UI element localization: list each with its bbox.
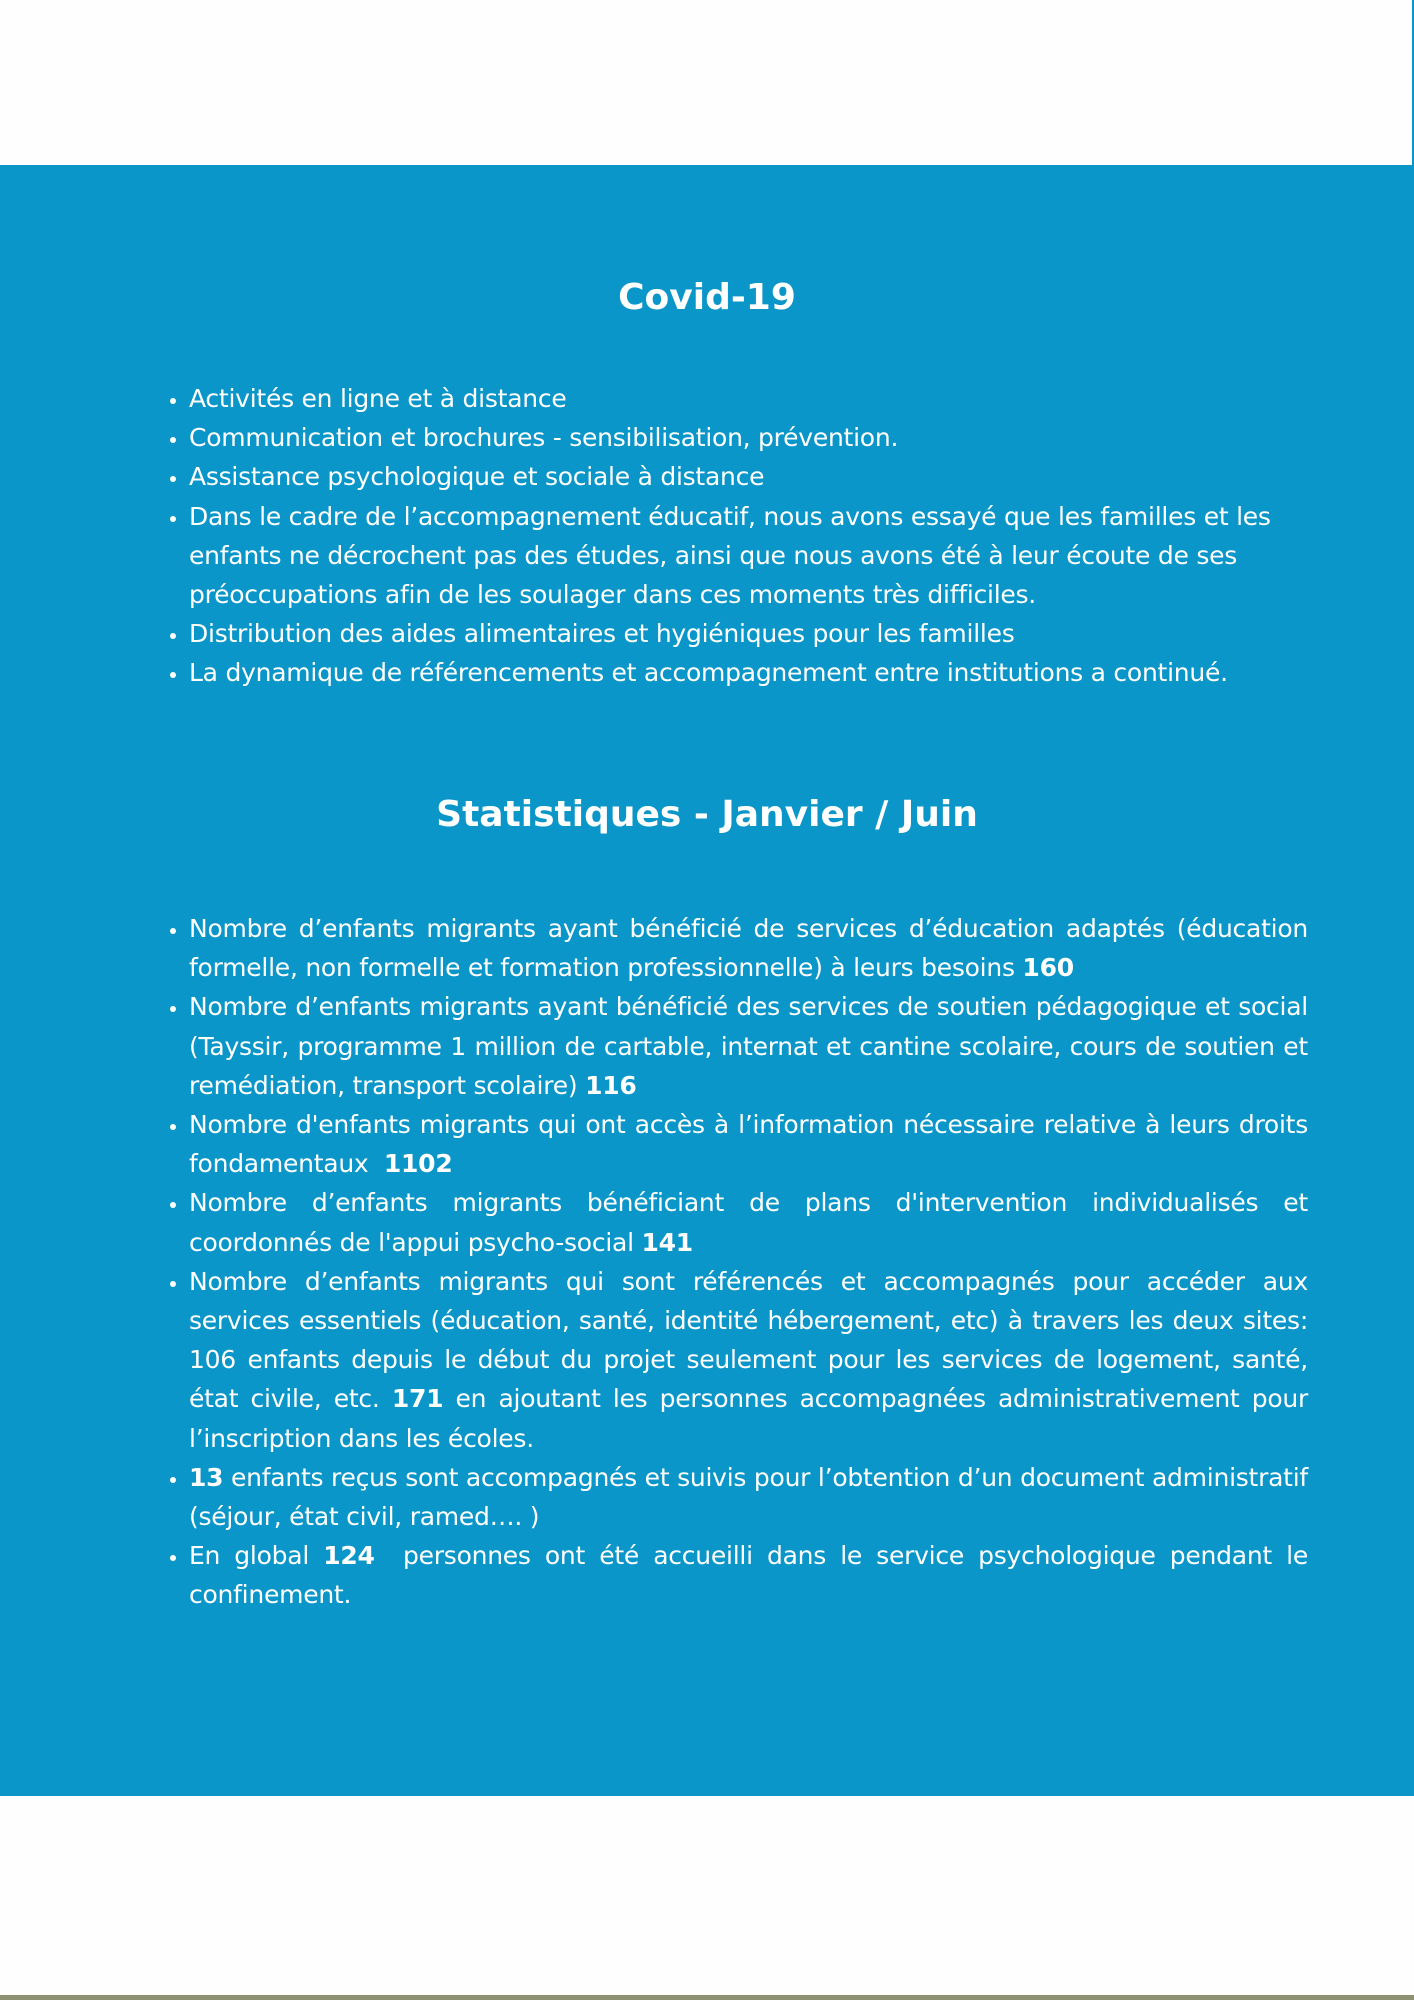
content-panel <box>0 165 1414 1796</box>
stats-title: Statistiques - Janvier / Juin <box>436 794 978 835</box>
stat-text: Nombre d’enfants migrants ayant bénéficié des services de soutien pédagogique et social (Tayssir, programme 1 million de cartable, internat et cantine scolaire, cours de soutien et remédiation, transport scolaire) <box>189 992 1308 1100</box>
stat-text: En global <box>189 1541 310 1571</box>
stat-text: Nombre d’enfants migrants bénéficiant de plans d'intervention individualisés et coordonnés de l'appui psycho-social <box>189 1188 1308 1257</box>
stat-item <box>189 987 1308 1105</box>
stat-text: en ajoutant les personnes accompagnées administrativement pour l’inscription dans les écoles. <box>189 1384 1308 1453</box>
stat-text: personnes ont été accueilli dans le service psychologique pendant le confinement. <box>189 1541 1308 1610</box>
list-item: • La dynamique de référencements et accompagnement entre institutions a continué. <box>189 653 1308 692</box>
stat-item <box>189 1536 1308 1614</box>
list-item: • Distribution des aides alimentaires et hygiéniques pour les familles <box>189 614 1308 653</box>
list-item: • Activités en ligne et à distance <box>189 379 1308 418</box>
stat-text: Nombre d'enfants migrants qui ont accès à l’information nécessaire relative à leurs droits fondamentaux <box>189 1110 1308 1179</box>
covid-title: Covid-19 <box>618 277 796 318</box>
list-item: • Communication et brochures - sensibilisation, prévention. <box>189 418 1308 457</box>
list-item: • Dans le cadre de l’accompagnement éducatif, nous avons essayé que les familles et les enfants ne décrochent pas des études, ainsi que nous avons été à leur écoute de ses préoccupations afin de les soulager dans ces moments très difficiles. <box>189 497 1308 615</box>
stat-value: 13 <box>189 1462 224 1492</box>
stat-value: 160 <box>1022 953 1074 983</box>
list-item: • Assistance psychologique et sociale à distance <box>189 457 1308 496</box>
stat-item <box>189 1183 1308 1261</box>
stat-item <box>189 909 1308 987</box>
covid-list <box>152 379 1308 693</box>
stat-value: 141 <box>641 1227 693 1257</box>
stat-value: 171 <box>391 1384 444 1414</box>
bottom-border <box>0 1995 1414 2000</box>
stat-value: 124 <box>323 1541 375 1571</box>
stats-list <box>152 909 1308 1615</box>
stat-item <box>189 1458 1308 1536</box>
stat-text: Nombre d’enfants migrants qui sont référencés et accompagnés pour accéder aux services essentiels (éducation, santé, identité hébergement, etc) à travers les deux sites: 106 enfants depuis le début du projet seulement pour les services de logement, santé, état civile, etc. <box>189 1266 1308 1414</box>
stat-text: enfants reçus sont accompagnés et suivis pour l’obtention d’un document administratif (séjour, état civil, ramed…. ) <box>189 1462 1308 1532</box>
stat-value: 116 <box>585 1070 637 1100</box>
stat-item <box>189 1105 1308 1183</box>
stat-text: Nombre d’enfants migrants ayant bénéficié de services d’éducation adaptés (éducation formelle, non formelle et formation professionnelle) à leurs besoins <box>189 914 1308 983</box>
stat-item <box>189 1262 1308 1458</box>
stat-value: 1102 <box>383 1149 453 1179</box>
